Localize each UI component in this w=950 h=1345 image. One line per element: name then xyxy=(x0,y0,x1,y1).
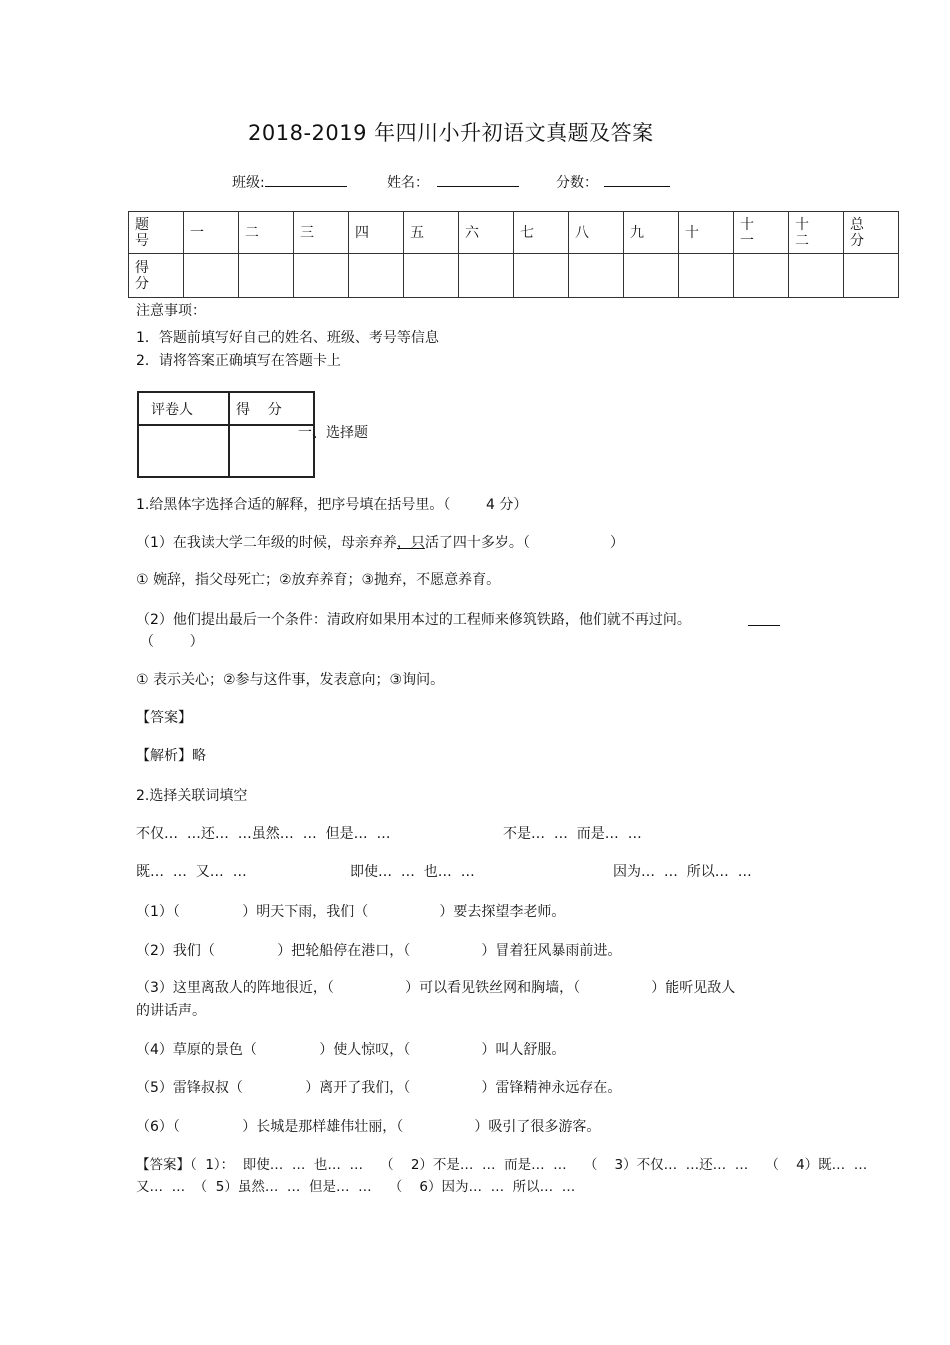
header-label-cell: 题 号 xyxy=(129,212,184,254)
score-field[interactable] xyxy=(556,172,670,192)
q1-options2: ① 表示关心；②参与这件事，发表意向；③询问。 xyxy=(136,672,445,688)
q1-stem: 1.给黑体字选择合适的解释，把序号填在括号里。（ 4 分） xyxy=(136,497,528,513)
score-cell[interactable] xyxy=(734,254,789,298)
score-blank[interactable] xyxy=(604,172,670,187)
class-blank[interactable] xyxy=(265,172,347,187)
score-table-score-row xyxy=(129,254,899,298)
q1-sub2: （2）他们提出最后一个条件：清政府如果用本过的工程师来修筑铁路，他们就不再过问。 xyxy=(136,612,691,628)
q2-item: （4）草原的景色（ ）使人惊叹，（ ）叫人舒服。 xyxy=(136,1042,566,1058)
name-blank[interactable] xyxy=(437,172,519,187)
col-1: 一 xyxy=(184,212,239,254)
score-cell[interactable] xyxy=(459,254,514,298)
q1-answer: 【答案】 xyxy=(136,710,192,726)
q1-sub1: （1）在我读大学二年级的时候，母亲弃养，只活了四十多岁。（ ） xyxy=(136,535,625,551)
q2-word-choice: 不是… … 而是… … xyxy=(503,826,642,842)
class-field[interactable] xyxy=(232,172,347,192)
q2-word-choice: 既… … 又… … xyxy=(136,864,247,880)
col-12: 十 二 xyxy=(789,212,844,254)
grader-score-label: 得 分 xyxy=(229,392,314,425)
col-4: 四 xyxy=(349,212,404,254)
score-cell[interactable] xyxy=(679,254,734,298)
page-title: 2018-2019 年四川小升初语文真题及答案 xyxy=(248,121,654,145)
q2-word-choice: 不仅… …还… …虽然… … 但是… … xyxy=(136,826,391,842)
col-3: 三 xyxy=(294,212,349,254)
col-8: 八 xyxy=(569,212,624,254)
q2-stem: 2.选择关联词填空 xyxy=(136,788,248,804)
col-total: 总 分 xyxy=(844,212,899,254)
score-label: 分数： xyxy=(556,175,598,191)
reviewer-label: 评卷人 xyxy=(138,392,229,425)
score-cell[interactable] xyxy=(514,254,569,298)
q2-item-cont: 的讲话声。 xyxy=(136,1003,206,1019)
reviewer-cell[interactable] xyxy=(138,425,229,477)
name-field[interactable] xyxy=(387,172,519,192)
notes-heading: 注意事项： xyxy=(136,303,206,319)
q2-item: （1）（ ）明天下雨，我们（ ）要去探望李老师。 xyxy=(136,904,566,920)
class-label: 班级: xyxy=(232,175,265,191)
q2-answer-line: 【答案】（ 1）： 即使… … 也… … （ 2）不是… … 而是… … （ 3）不仅… …还… … （ 4）既… … xyxy=(136,1157,868,1173)
score-cell[interactable] xyxy=(569,254,624,298)
q2-answer-line: 又… … （ 5）虽然… … 但是… … （ 6）因为… … 所以… … xyxy=(136,1179,576,1195)
q2-word-choice: 即使… … 也… … xyxy=(350,864,475,880)
score-table xyxy=(128,211,899,298)
q2-item: （2）我们（ ）把轮船停在港口，（ ）冒着狂风暴雨前进。 xyxy=(136,943,622,959)
name-label: 姓名： xyxy=(387,175,429,191)
col-6: 六 xyxy=(459,212,514,254)
q1-analysis: 【解析】略 xyxy=(136,748,206,764)
col-11: 十 一 xyxy=(734,212,789,254)
score-cell[interactable] xyxy=(239,254,294,298)
score-cell[interactable] xyxy=(624,254,679,298)
note-item: 2．请将答案正确填写在答题卡上 xyxy=(136,353,341,369)
note-item: 1．答题前填写好自己的姓名、班级、考号等信息 xyxy=(136,330,439,346)
score-cell[interactable] xyxy=(184,254,239,298)
grader-table xyxy=(137,391,315,478)
q1-sub2-blank[interactable] xyxy=(748,611,780,626)
q2-item: （3）这里离敌人的阵地很近，（ ）可以看见铁丝网和胸墙，（ ）能听见敌人 xyxy=(136,980,736,996)
q1-sub2-paren[interactable]: （ ） xyxy=(140,634,204,650)
score-cell[interactable] xyxy=(789,254,844,298)
q2-word-choice: 因为… … 所以… … xyxy=(613,864,752,880)
score-cell[interactable] xyxy=(349,254,404,298)
q2-item: （5）雷锋叔叔（ ）离开了我们，（ ）雷锋精神永远存在。 xyxy=(136,1080,622,1096)
q1-options1: ① 婉辞，指父母死亡；②放弃养育；③抛弃，不愿意养育。 xyxy=(136,572,501,588)
col-7: 七 xyxy=(514,212,569,254)
col-10: 十 xyxy=(679,212,734,254)
score-table-header-row xyxy=(129,212,899,254)
q2-item: （6）（ ）长城是那样雄伟壮丽，（ ）吸引了很多游客。 xyxy=(136,1119,601,1135)
col-5: 五 xyxy=(404,212,459,254)
section-heading: 一、选择题 xyxy=(298,425,368,441)
score-label-cell: 得 分 xyxy=(129,254,184,298)
score-cell[interactable] xyxy=(844,254,899,298)
score-cell[interactable] xyxy=(404,254,459,298)
score-cell[interactable] xyxy=(294,254,349,298)
col-2: 二 xyxy=(239,212,294,254)
col-9: 九 xyxy=(624,212,679,254)
